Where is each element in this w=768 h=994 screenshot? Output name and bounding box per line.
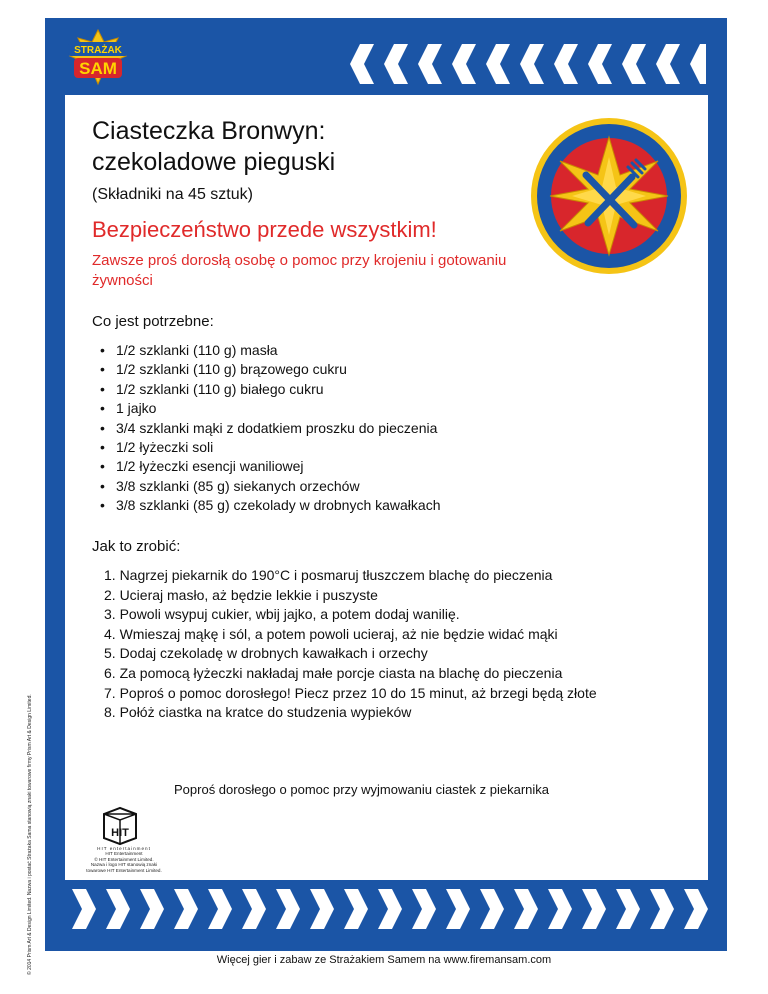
list-item: • 1/2 łyżeczki esencji waniliowej xyxy=(100,457,441,476)
steps-list xyxy=(104,566,597,723)
hit-copyright xyxy=(84,846,164,873)
logo-top-text: STRAŻAK xyxy=(74,45,122,56)
top-chevron-row xyxy=(346,40,706,88)
steps-heading: Jak to zrobić: xyxy=(92,538,181,555)
footer-text: Więcej gier i zabaw ze Strażakiem Samem na www.firemansam.com xyxy=(216,954,552,966)
list-item: • 1 jajko xyxy=(100,399,441,418)
chevron-left-icon xyxy=(346,40,706,88)
list-item: 7. Poproś o pomoc dorosłego! Piecz przez 10 do 15 minut, aż brzegi będą złote xyxy=(104,684,597,701)
list-item: • 3/8 szklanki (85 g) siekanych orzechów xyxy=(100,477,441,496)
list-item: 3. Powoli wsypuj cukier, wbij jajko, a potem dodaj wanilię. xyxy=(104,606,460,623)
chevron-right-icon xyxy=(62,885,712,933)
adult-help-note: Poproś dorosłego o pomoc przy wyjmowaniu ciastek z piekarnika xyxy=(174,782,550,797)
badge xyxy=(530,117,688,275)
hit-logo xyxy=(90,806,150,846)
safety-heading: Bezpieczeństwo przede wszystkim! xyxy=(92,217,437,242)
hit-line: HIT entertainment xyxy=(97,846,151,851)
list-item: 2. Ucieraj masło, aż będzie lekkie i puszyste xyxy=(104,586,378,603)
list-item: • 1/2 szklanki (110 g) brązowego cukru xyxy=(100,360,441,379)
logo-bottom-text: SAM xyxy=(79,59,117,78)
list-item: 5. Dodaj czekoladę w drobnych kawałkach i orzechy xyxy=(104,645,428,662)
list-item: • 1/2 szklanki (110 g) białego cukru xyxy=(100,380,441,399)
list-item: • 1/2 szklanki (110 g) masła xyxy=(100,341,441,360)
ingredients-heading: Co jest potrzebne: xyxy=(92,313,214,330)
ingredients-list xyxy=(100,341,441,516)
hit-line: towarowe HIT Entertainment Limited. xyxy=(86,867,162,873)
list-item: 1. Nagrzej piekarnik do 190°C i posmaruj tłuszczem blachę do pieczenia xyxy=(104,567,553,583)
list-item: 4. Wmieszaj mąkę i sól, a potem powoli ucieraj, aż nie będzie widać mąki xyxy=(104,625,558,642)
list-item: • 3/8 szklanki (85 g) czekolady w drobnych kawałkach xyxy=(100,496,441,515)
list-item: • 1/2 łyżeczki soli xyxy=(100,438,441,457)
hit-line: © HIT Entertainment Limited. xyxy=(94,856,154,862)
list-item: • 3/4 szklanki mąki z dodatkiem proszku do pieczenia xyxy=(100,419,441,438)
bottom-chevron-row xyxy=(62,885,712,933)
safety-text: Zawsze proś dorosłą osobę o pomoc przy krojeniu i gotowaniu żywności xyxy=(92,252,507,289)
fork-knife-icon xyxy=(530,117,688,275)
vertical-copyright: © 2014 Prism Art & Design Limited. Nazwa i postać Strażaka Sama stanowią znaki towarowe firmy Prism Art & Design Limited. xyxy=(27,694,33,975)
recipe-title: Ciasteczka Bronwyn: czekoladowe pieguski xyxy=(92,117,336,176)
list-item: 6. Za pomocą łyżeczki nakładaj małe porcje ciasta na blachę do pieczenia xyxy=(104,664,563,681)
hit-logo-text: HIT xyxy=(111,827,129,839)
recipe-subtitle: (Składniki na 45 sztuk) xyxy=(92,186,253,203)
list-item: 8. Połóż ciastka na kratce do studzenia wypieków xyxy=(104,704,412,721)
hit-line: HIT Entertainment xyxy=(105,851,143,857)
fireman-sam-logo xyxy=(62,28,134,86)
hit-line: Nazwa i logo HIT stanowią znaki xyxy=(90,862,158,868)
